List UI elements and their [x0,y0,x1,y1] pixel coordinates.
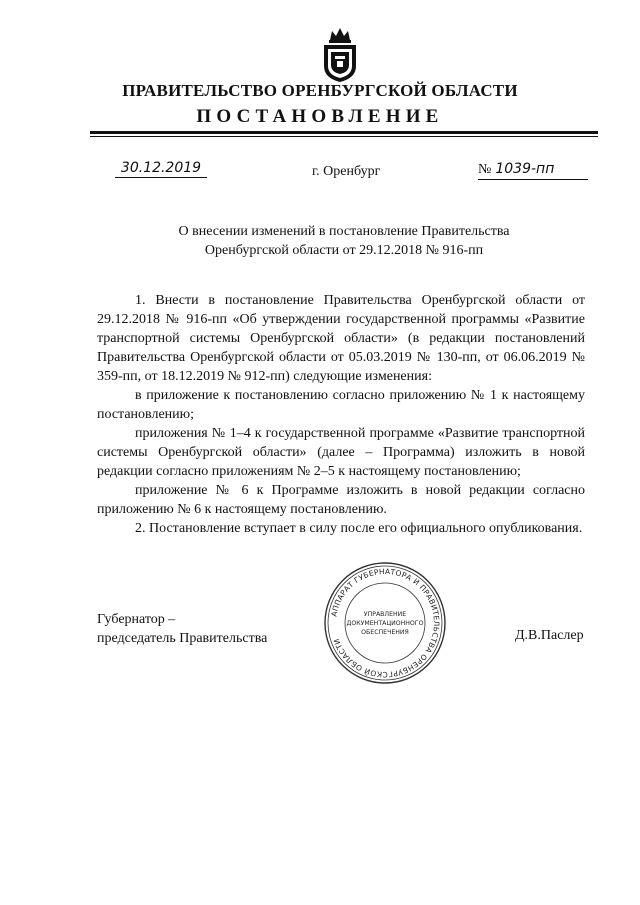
body-paragraph: 2. Постановление вступает в силу после его официального опубликования. [135,521,583,536]
body-paragraph: приложения № 1–4 к государственной программе «Развитие транспортной системы Оренбургской области» (далее – Программа) изложить в новой редакции согласно приложениям № 2–5 к настоящему постановлению; [97,426,585,479]
signatory-position-line-1: Губернатор – [97,612,176,627]
number-value: 1039-пп [495,161,555,177]
signatory-position [97,610,267,648]
document-body [97,291,585,538]
document-subject [90,222,598,260]
header-divider-thick [90,131,598,134]
header-divider-thin [90,136,598,137]
official-stamp [322,560,448,686]
body-paragraph: в приложение к постановлению согласно приложению № 1 к настоящему постановлению; [97,388,585,422]
signatory-position-line-2: председатель Правительства [97,631,268,646]
signatory-name: Д.В.Паслер [515,628,584,643]
stamp-line-1: УПРАВЛЕНИЕ [363,611,407,618]
document-number [478,161,588,180]
orenburg-coat-of-arms-icon [318,26,362,84]
document-city: г. Оренбург [312,164,381,179]
body-paragraph: 1. Внести в постановление Правительства Оренбургской области от 29.12.2018 № 916-пп «Об утверждении государственной программы «Развитие транспортной системы Оренбургской области» (в редакции постановлений Правительства Оренбургской области от 05.03.2019 № 130-пп, от 06.06.2019 № 359-пп, от 18.12.2019 № 912-пп) следующие изменения: [97,293,585,384]
stamp-line-2: ДОКУМЕНТАЦИОННОГО [346,620,424,627]
organization-title: ПРАВИТЕЛЬСТВО ОРЕНБУРГСКОЙ ОБЛАСТИ [122,81,518,100]
subject-line-2: Оренбургской области от 29.12.2018 № 916-пп [204,243,484,258]
body-paragraph: приложение № 6 к Программе изложить в новой редакции согласно приложению № 6 к настоящему постановлению. [97,483,585,517]
document-type-title: ПОСТАНОВЛЕНИЕ [196,106,444,127]
stamp-line-3: ОБЕСПЕЧЕНИЯ [361,629,409,636]
stamp-ring-text: АППАРАТ ГУБЕРНАТОРА И ПРАВИТЕЛЬСТВА ОРЕНБУРГСКОЙ ОБЛАСТИ [329,566,442,680]
document-date: 30.12.2019 [115,160,207,178]
subject-line-1: О внесении изменений в постановление Правительства [178,224,510,239]
number-prefix: № [478,162,492,177]
